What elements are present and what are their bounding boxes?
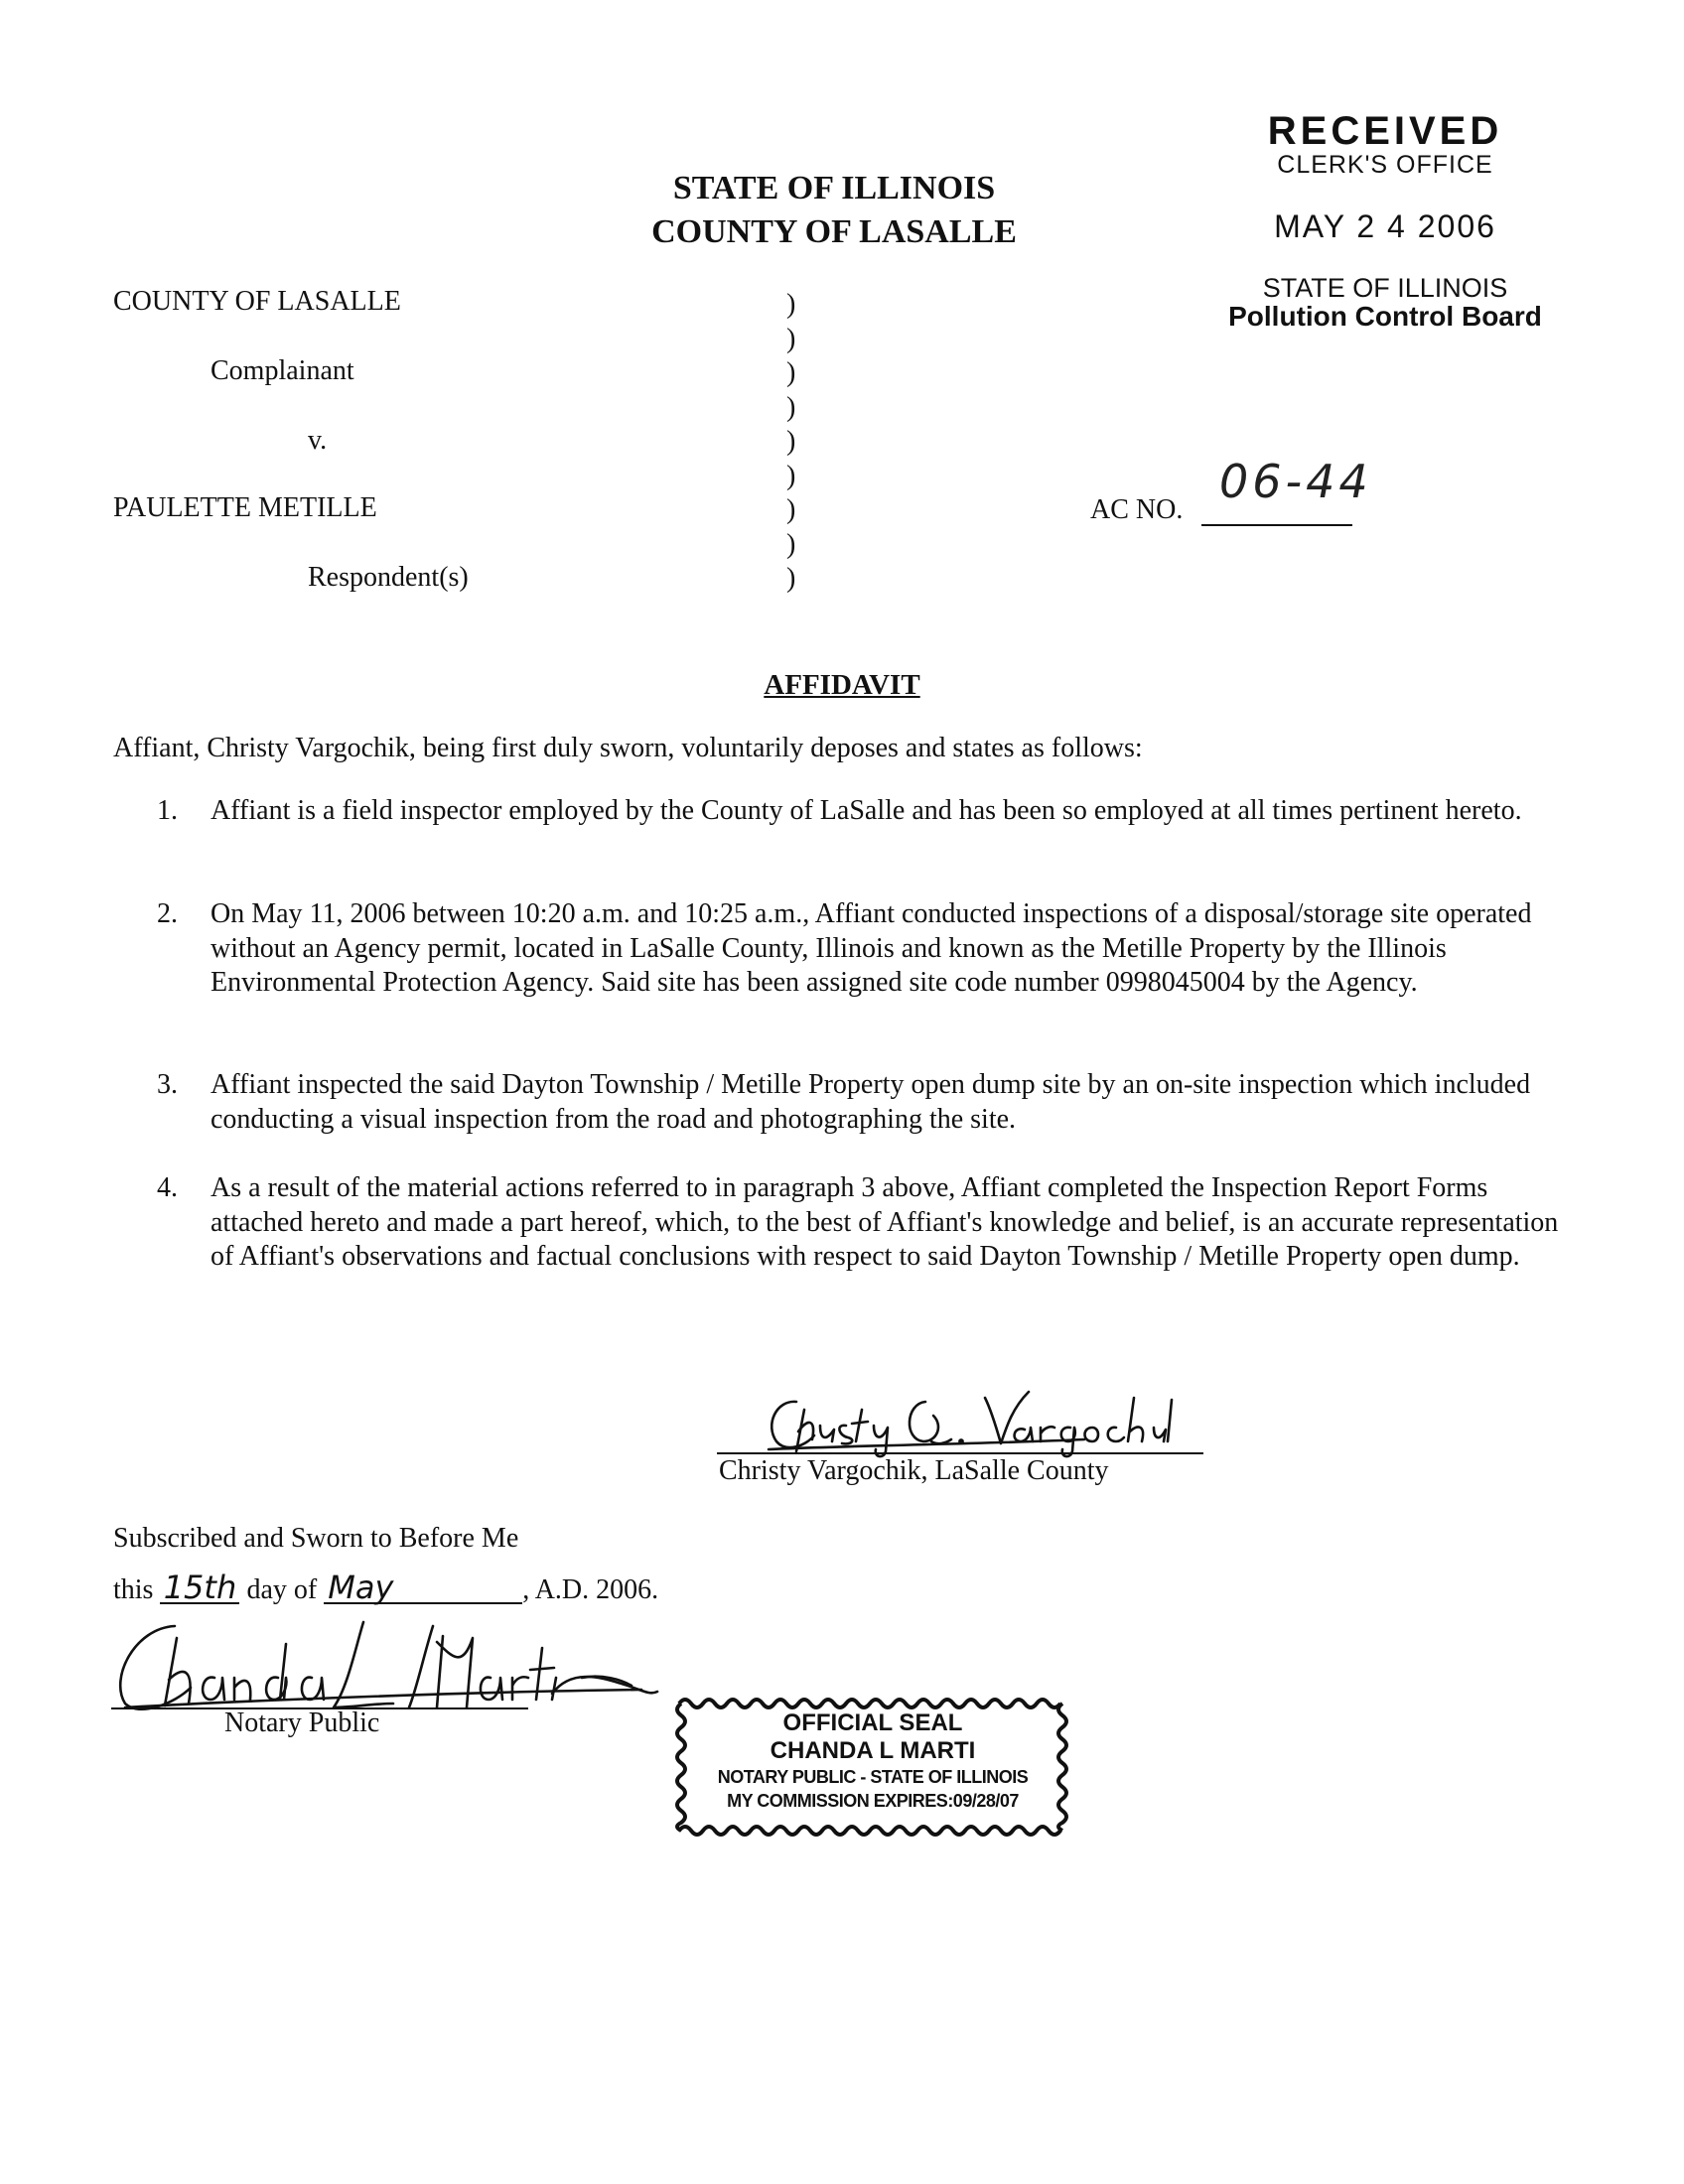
respondent-name: PAULETTE METILLE xyxy=(113,492,377,523)
paragraph-number: 4. xyxy=(157,1172,178,1203)
respondent-label: Respondent(s) xyxy=(308,562,469,593)
ac-number-underline xyxy=(1201,524,1352,526)
jurat-line-1: Subscribed and Sworn to Before Me xyxy=(113,1523,519,1554)
received-stamp xyxy=(1221,111,1549,332)
affiant-signature-line xyxy=(717,1452,1203,1454)
case-heading xyxy=(556,167,1112,254)
paragraph-number: 1. xyxy=(157,795,178,826)
ac-number-value: 06-44 xyxy=(1219,455,1372,508)
seal-name: CHANDA L MARTI xyxy=(770,1737,976,1764)
affidavit-title: AFFIDAVIT xyxy=(764,669,920,701)
seal-notary: NOTARY PUBLIC - STATE OF ILLINOIS xyxy=(717,1767,1029,1787)
heading-county: COUNTY OF LASALLE xyxy=(651,213,1017,250)
caption-parentheses: ) ) ) ) ) ) ) ) ) xyxy=(786,289,796,594)
versus-label: v. xyxy=(308,425,328,456)
affidavit-intro: Affiant, Christy Vargochik, being first duly sworn, voluntarily deposes and states as follows: xyxy=(113,733,1143,763)
stamp-state: STATE OF ILLINOIS xyxy=(1262,273,1508,303)
official-seal xyxy=(699,1709,1047,1813)
jurat-this: this xyxy=(113,1574,154,1605)
seal-expiry: MY COMMISSION EXPIRES:09/28/07 xyxy=(727,1791,1019,1811)
jurat-day: 15th xyxy=(160,1572,239,1604)
stamp-board: Pollution Control Board xyxy=(1228,301,1542,332)
complainant-name: COUNTY OF LASALLE xyxy=(113,286,401,317)
paragraph-number: 2. xyxy=(157,898,178,929)
paragraph-number: 3. xyxy=(157,1069,178,1100)
paragraph-text: On May 11, 2006 between 10:20 a.m. and 10:25 a.m., Affiant conducted inspections of a disposal/storage site operated without an Agency permit, located in LaSalle County, Illinois and known as the Metille Property by the Illinois Environmental Protection Agency. Said site has been assigned site code number 0998045004 by the Agency. xyxy=(210,898,1532,998)
affiant-signature xyxy=(757,1380,1174,1459)
notary-label: Notary Public xyxy=(224,1707,380,1738)
complainant-label: Complainant xyxy=(210,355,354,386)
jurat-line-2 xyxy=(113,1569,659,1606)
jurat-day-of: day of xyxy=(246,1574,318,1605)
heading-state: STATE OF ILLINOIS xyxy=(672,170,996,206)
stamp-clerk: CLERK'S OFFICE xyxy=(1277,151,1493,179)
notary-signature xyxy=(105,1608,661,1717)
jurat-month: May xyxy=(324,1572,522,1604)
stamp-received: RECEIVED xyxy=(1267,109,1503,153)
paragraph-text: Affiant is a field inspector employed by the County of LaSalle and has been so employed at all times pertinent hereto. xyxy=(210,795,1522,826)
ac-number-label: AC NO. xyxy=(1090,494,1184,525)
jurat-year: , A.D. 2006. xyxy=(522,1574,659,1605)
seal-title: OFFICIAL SEAL xyxy=(782,1709,963,1736)
affiant-name: Christy Vargochik, LaSalle County xyxy=(719,1455,1109,1486)
stamp-date: MAY 2 4 2006 xyxy=(1274,208,1496,244)
paragraph-text: Affiant inspected the said Dayton Township / Metille Property open dump site by an on-site inspection which included conducting a visual inspection from the road and photographing the site. xyxy=(210,1069,1531,1135)
paragraph-text: As a result of the material actions referred to in paragraph 3 above, Affiant completed the Inspection Report Forms attached hereto and made a part hereof, which, to the best of Affiant's knowledge and belief, is an accurate representation of Affiant's observations and factual conclusions with respect to said Dayton Township / Metille Property open dump. xyxy=(210,1172,1559,1272)
